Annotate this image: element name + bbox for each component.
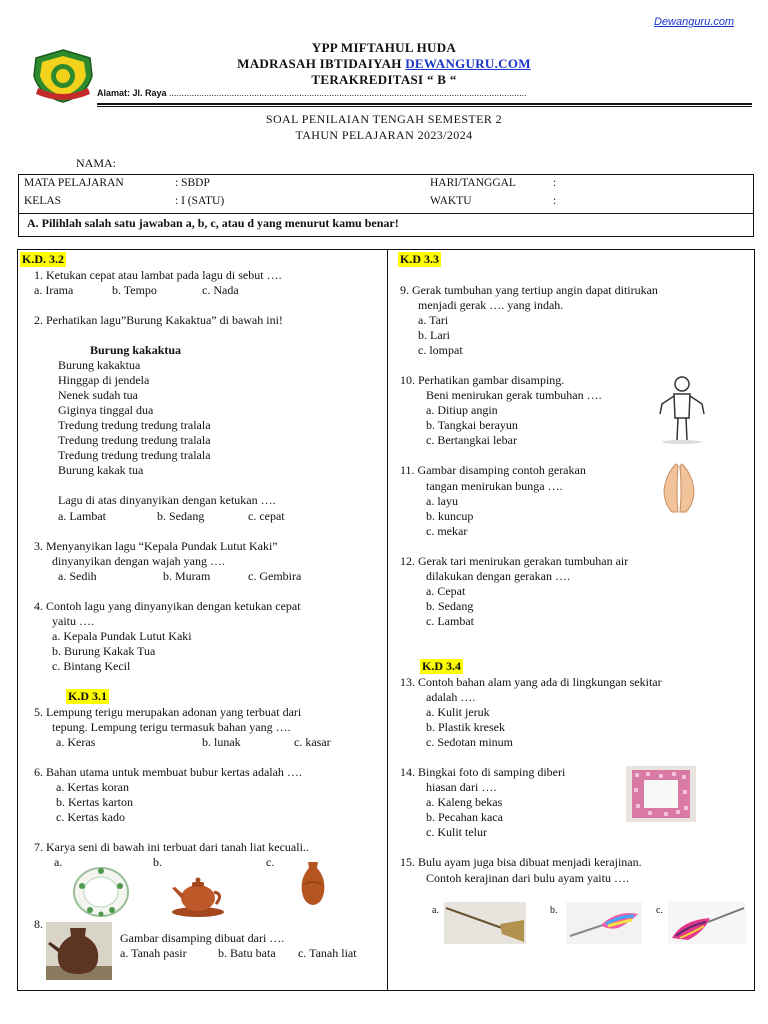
q11-option-c: c. mekar: [426, 524, 468, 538]
kd-3-1-label: K.D 3.1: [68, 689, 107, 703]
accreditation: TERAKREDITASI “ B “: [311, 72, 457, 87]
address: [97, 88, 527, 98]
question-6: 6. Bahan utama untuk membuat bubur kertas adalah ….: [34, 765, 302, 779]
q5-option-c: c. kasar: [294, 735, 331, 749]
q12-option-a: a. Cepat: [426, 584, 466, 598]
address-dots: ...............................................................................................................................................: [169, 88, 527, 98]
subject-label: MATA PELAJARAN: [24, 177, 124, 189]
dancing-child-image: [652, 374, 712, 446]
q6-option-c: c. Kertas kado: [56, 810, 125, 824]
song-line: Burung kakaktua: [58, 358, 141, 372]
question-11-cont: tangan menirukan bunga ….: [426, 479, 563, 493]
question-4: 4. Contoh lagu yang dinyanyikan dengan ketukan cepat: [34, 599, 301, 613]
song-title: Burung kakaktua: [90, 343, 182, 357]
q12-option-c: c. Lambat: [426, 614, 474, 628]
q4-option-a: a. Kepala Pundak Lutut Kaki: [52, 629, 192, 643]
q3-option-a: a. Sedih: [58, 569, 97, 583]
song-line: Nenek sudah tua: [58, 388, 138, 402]
teapot-image: [170, 870, 226, 918]
school-name-prefix: MADRASAH IBTIDAIYAH: [237, 56, 402, 71]
kd-3-2-label: K.D. 3.2: [22, 252, 64, 266]
question-2-stem: Lagu di atas dinyanyikan dengan ketukan ….: [58, 493, 276, 507]
q5-option-b: b. lunak: [202, 735, 241, 749]
question-10: 10. Perhatikan gambar disamping.: [400, 373, 565, 387]
question-4-cont: yaitu ….: [52, 614, 94, 628]
address-label: Alamat: Jl. Raya: [97, 88, 167, 98]
q10-option-c: c. Bertangkai lebar: [426, 433, 517, 447]
q13-option-b: b. Plastik kresek: [426, 720, 505, 734]
info-box: [18, 174, 754, 214]
q13-option-a: a. Kulit jeruk: [426, 705, 490, 719]
school-link[interactable]: DEWANGURU.COM: [405, 56, 531, 71]
date-label: HARI/TANGGAL: [430, 177, 516, 189]
q6-option-b: b. Kertas karton: [56, 795, 133, 809]
q9-option-a: a. Tari: [418, 313, 449, 327]
question-15-cont: Contoh kerajinan dari bulu ayam yaitu ….: [426, 871, 629, 885]
q2-option-a: a. Lambat: [58, 509, 106, 523]
question-5-cont: tepung. Lempung terigu termasuk bahan yang ….: [52, 720, 291, 734]
q4-option-b: b. Burung Kakak Tua: [52, 644, 156, 658]
q5-option-a: a. Keras: [56, 735, 96, 749]
q2-option-c: c. cepat: [248, 509, 285, 523]
q3-option-b: b. Muram: [163, 569, 211, 583]
question-8: 8.: [34, 917, 43, 931]
song-line: Hinggap di jendela: [58, 373, 150, 387]
song-line: Tredung tredung tredung tralala: [58, 418, 211, 432]
duster-colorful-image: [566, 902, 642, 944]
q6-option-a: a. Kertas koran: [56, 780, 129, 794]
q15-option-b: b.: [550, 905, 558, 916]
question-5: 5. Lempung terigu merupakan adonan yang terbuat dari: [34, 705, 302, 719]
school-year: TAHUN PELAJARAN 2023/2024: [295, 128, 473, 142]
song-line: Giginya tinggal dua: [58, 403, 154, 417]
vase-image: [298, 860, 328, 906]
q11-option-b: b. kuncup: [426, 509, 474, 523]
q14-option-a: a. Kaleng bekas: [426, 795, 503, 809]
kd-3-3-label: K.D 3.3: [400, 252, 439, 266]
school-name: [0, 56, 768, 72]
time-label: WAKTU: [430, 195, 472, 207]
question-14: 14. Bingkai foto di samping diberi: [400, 765, 566, 779]
q11-option-a: a. layu: [426, 494, 458, 508]
clay-jug-image: [46, 922, 112, 980]
q14-option-c: c. Kulit telur: [426, 825, 487, 839]
q7-option-a: a.: [54, 855, 63, 869]
class-value: : I (SATU): [175, 195, 225, 207]
q1-option-b: b. Tempo: [112, 283, 157, 297]
hands-bud-image: [654, 460, 704, 514]
q10-option-a: a. Ditiup angin: [426, 403, 498, 417]
plate-image: [72, 866, 130, 918]
question-12-cont: dilakukan dengan gerakan ….: [426, 569, 570, 583]
q7-option-b: b.: [153, 855, 162, 869]
q4-option-c: c. Bintang Kecil: [52, 659, 131, 673]
question-11: 11. Gambar disamping contoh gerakan: [400, 463, 586, 477]
q9-option-b: b. Lari: [418, 328, 450, 342]
song-line: Tredung tredung tredung tralala: [58, 448, 211, 462]
header-rule-thin: [97, 106, 752, 107]
date-value: :: [553, 177, 557, 189]
question-7: 7. Karya seni di bawah ini terbuat dari tanah liat kecuali..: [34, 840, 309, 854]
site-link[interactable]: Dewanguru.com: [654, 16, 735, 28]
question-3-cont: dinyanyikan dengan wajah yang ….: [52, 554, 225, 568]
instruction-text: A. Pilihlah salah satu jawaban a, b, c, atau d yang menurut kamu benar!: [27, 216, 399, 230]
q8-option-b: b. Batu bata: [218, 946, 276, 960]
instruction-box: [18, 212, 754, 237]
time-value: :: [553, 195, 557, 207]
question-13: 13. Contoh bahan alam yang ada di lingkungan sekitar: [400, 675, 662, 689]
question-9: 9. Gerak tumbuhan yang tertiup angin dapat ditirukan: [400, 283, 658, 297]
question-8-stem: Gambar disamping dibuat dari ….: [120, 931, 285, 945]
song-line: Tredung tredung tredung tralala: [58, 433, 211, 447]
question-10-cont: Beni menirukan gerak tumbuhan ….: [426, 388, 602, 402]
foundation-name: YPP MIFTAHUL HUDA: [311, 40, 457, 55]
feather-duster-image: [668, 902, 746, 944]
name-label: NAMA:: [76, 156, 117, 170]
exam-title: SOAL PENILAIAN TENGAH SEMESTER 2: [265, 112, 503, 126]
kd-3-4-label: K.D 3.4: [422, 659, 461, 673]
q2-option-b: b. Sedang: [157, 509, 205, 523]
header-rule: [97, 103, 752, 105]
class-label: KELAS: [24, 195, 62, 207]
question-15: 15. Bulu ayam juga bisa dibuat menjadi kerajinan.: [400, 855, 642, 869]
q8-option-a: a. Tanah pasir: [120, 946, 187, 960]
q15-option-c: c.: [656, 905, 663, 916]
q1-option-a: a. Irama: [34, 283, 74, 297]
photo-frame-image: [626, 766, 696, 822]
subject-value: : SBDP: [175, 177, 210, 189]
broom-image: [444, 902, 526, 944]
q1-option-c: c. Nada: [202, 283, 239, 297]
q9-option-c: c. lompat: [418, 343, 463, 357]
q13-option-c: c. Sedotan minum: [426, 735, 513, 749]
question-3: 3. Menyanyikan lagu “Kepala Pundak Lutut Kaki”: [34, 539, 278, 553]
q10-option-b: b. Tangkai berayun: [426, 418, 518, 432]
question-9-cont: menjadi gerak …. yang indah.: [418, 298, 564, 312]
song-line: Burung kakak tua: [58, 463, 144, 477]
question-2: 2. Perhatikan lagu”Burung Kakaktua” di bawah ini!: [34, 313, 283, 327]
question-14-cont: hiasan dari ….: [426, 780, 497, 794]
question-12: 12. Gerak tari menirukan gerakan tumbuhan air: [400, 554, 629, 568]
q14-option-b: b. Pecahan kaca: [426, 810, 503, 824]
q15-option-a: a.: [432, 905, 439, 916]
q7-option-c: c.: [266, 855, 275, 869]
q3-option-c: c. Gembira: [248, 569, 302, 583]
column-divider: [387, 249, 388, 990]
q8-option-c: c. Tanah liat: [298, 946, 357, 960]
question-1: 1. Ketukan cepat atau lambat pada lagu di sebut ….: [34, 268, 282, 282]
question-13-cont: adalah ….: [426, 690, 476, 704]
q12-option-b: b. Sedang: [426, 599, 474, 613]
